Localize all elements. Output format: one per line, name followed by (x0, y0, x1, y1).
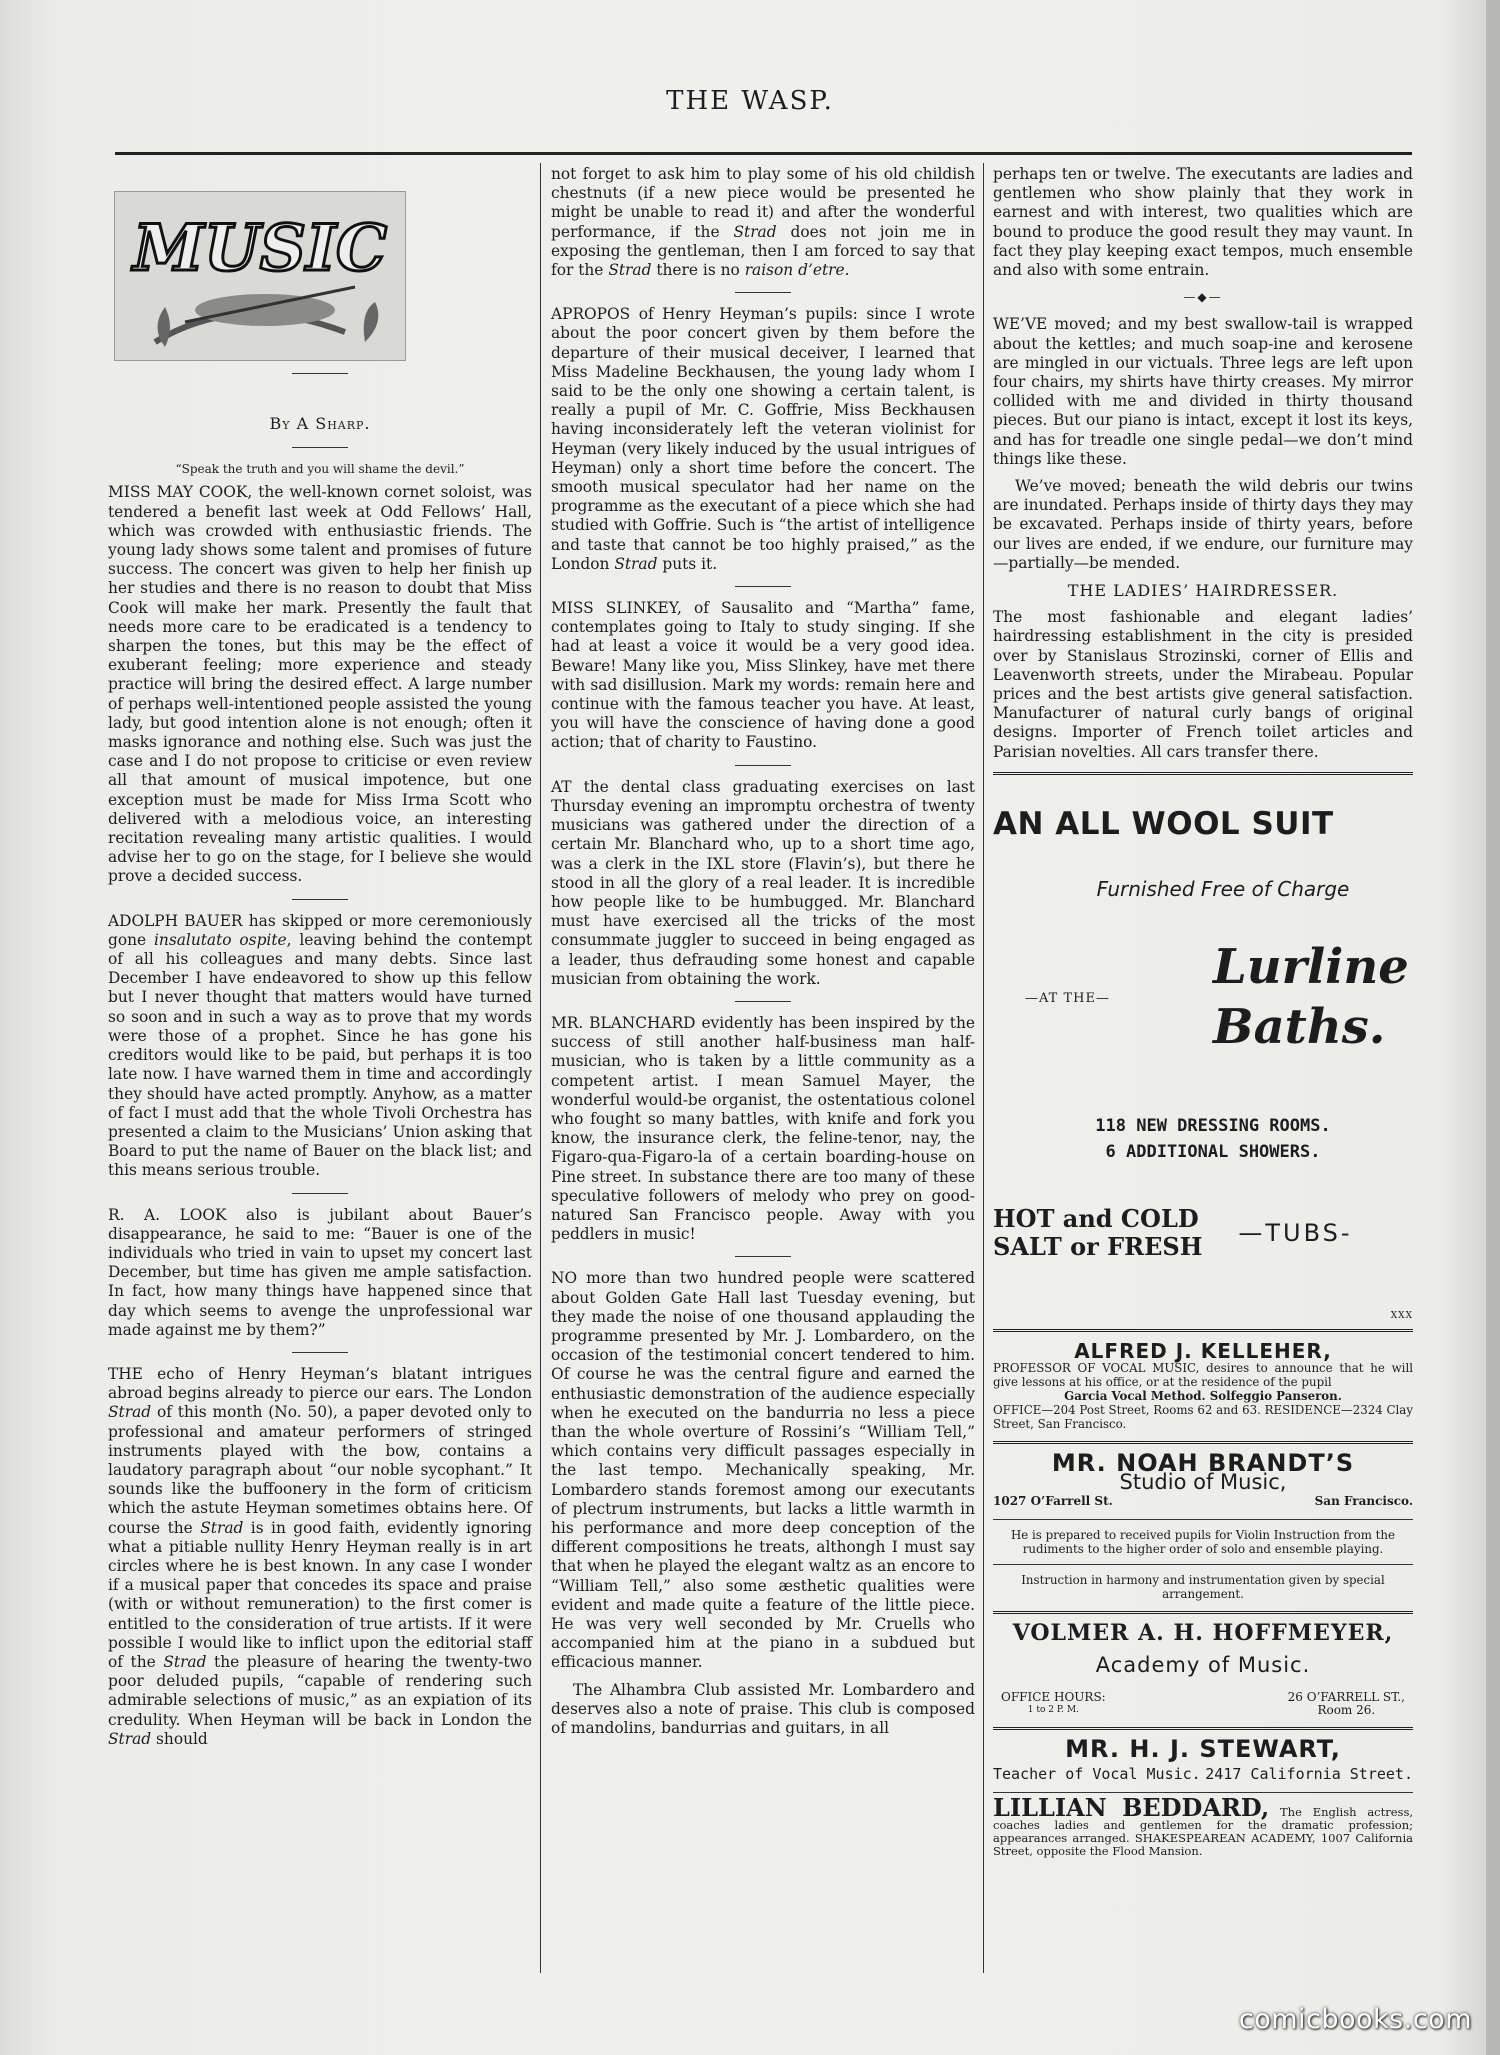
brandt-text: He is prepared to received pupils for Violin Instruction from the rudiments to the higher order of solo and ensemble playing. (1010, 1528, 1395, 1557)
column-divider (983, 163, 984, 1973)
poem-paragraph: We’ve moved; beneath the wild debris our twins are inundated. Perhaps inside of thirty days they may be excavated. Perhaps inside of thirty years, before our lives are ended, if we endure, our furniture may—partially—be mended. (993, 477, 1413, 572)
text-run: the pleasure of hearing the twenty-two poor deluded pupils, “capable of rendering such admirable selections of music,” as an expiation of its credulity. When Heyman will be back in London the (108, 1652, 533, 1729)
italic-run: Strad (108, 1403, 152, 1422)
article-paragraph: MISS MAY COOK, the well-known cornet soloist, was tendered a benefit last week at Odd Fellows’ Hall, which was crowded with enthusiastic friends. The young lady shows some talent and promises of future success. The concert was given to help her finish up her studies and there is no reason to doubt that Miss Cook will make her mark. Presently the fault that needs more care to be eradicated is a tendency to sharpen the tones, but this may be the effect of exuberant feeling; more experience and steady practice will bring the desired effect. A large number of perhaps well-intentioned people assisted the young lady, but good intention alone is not enough; often it masks ignorance and nothing else. Such was just the case and I do not propose to criticise or even review all that amount of musical impotence, but one exception must be made for Miss Irma Scott who delivered with a melodious voice, an interesting recitation revealing many artistic qualities. I would advise her to go on the stage, for I believe she would prove a decided success. (108, 483, 532, 886)
article-paragraph: perhaps ten or twelve. The executants are ladies and gentlemen who show plainly that they work in earnest and with interest, two qualities which are bound to produce the good result they may vaunt. In fact they play keeping exact tempos, much ensemble and also with some entrain. (993, 165, 1413, 280)
text-run: , leaving behind the contempt of all his colleagues and many debts. Since last December I have endeavored to show up this fellow but I never thought that matters would have turned so soon and in such a way as to prove that my words were those of a prophet. Since he has gone his creditors would like to be paid, but perhaps it is too late now. I have warned them in time and accordingly they should have acted promptly. Anyhow, as a matter of fact I must add that the whole Tivoli Orchestra has presented a claim to the Musicians’ Union asking that Board to put the name of Bauer on the black list; and this means serious trouble. (108, 930, 532, 1180)
separator-rule (735, 765, 791, 766)
italic-run: Strad (614, 554, 658, 573)
italic-run: Strad (108, 1729, 152, 1748)
article-paragraph (108, 1365, 532, 1749)
column-2 (551, 165, 975, 1746)
hoffmeyer-room: Room 26. (1317, 1702, 1376, 1717)
separator-rule (292, 1352, 348, 1353)
text-run: ADOLPH BAUER has skipped or more ceremoniously gone (108, 911, 532, 949)
page-spine-shadow (1486, 0, 1500, 2055)
separator-rule (735, 586, 791, 587)
lurline-block (993, 937, 1413, 1077)
separator-rule (292, 1193, 348, 1194)
watermark: comicbooks.com (1238, 2004, 1472, 2035)
hoffmeyer-name: VOLMER A. H. HOFFMEYER, (1012, 1620, 1394, 1647)
hairdresser-heading: THE LADIES’ HAIRDRESSER. (1067, 581, 1339, 601)
beddard-name: LILLIAN BEDDARD, (993, 1793, 1270, 1823)
stewart-ad (993, 1734, 1413, 1784)
article-paragraph: The Alhambra Club assisted Mr. Lombardero and deserves also a note of praise. This club is composed of mandolins, bandurrias and guitars, in all (551, 1680, 975, 1738)
running-head: THE WASP. (666, 86, 834, 116)
tubs-types (993, 1205, 1202, 1261)
motto: “Speak the truth and you will shame the devil.” (175, 462, 465, 477)
article-paragraph: R. A. LOOK also is jubilant about Bauer’s disappearance, he said to me: “Bauer is one of the individuals who tried in vain to upset my concert last December, but time has given me ample satisfaction. In fact, how many things have happened since that day which seems to avenge the unprofessional war made against me by them?” (108, 1205, 532, 1339)
hoffmeyer-address-block (1288, 1691, 1405, 1717)
separator-rule (735, 1001, 791, 1002)
text-run: puts it. (657, 554, 718, 573)
byline: By A Sharp. (269, 414, 371, 433)
hoffmeyer-address: 26 O’FARRELL ST., (1287, 1689, 1405, 1704)
column-divider (540, 163, 541, 1973)
ad-divider (993, 1611, 1413, 1614)
italic-run: raison d’etre (744, 261, 845, 280)
dressing-rooms-line: 118 NEW DRESSING ROOMS. (1095, 1116, 1331, 1137)
bath-info (1013, 1113, 1413, 1165)
hoffmeyer-academy: Academy of Music. (1095, 1652, 1311, 1677)
brandt-address-row (993, 1492, 1413, 1511)
hairdresser-paragraph: The most fashionable and elegant ladies’ hairdressing establishment in the city is presided over by Stanislaus Strozinski, corner of Ellis and Leavenworth streets, under the Mirabeau. Popular prices and the best artists give general satisfaction. Manufacturer of natural curly bangs of original designs. Importer of French toilet articles and Parisian novelties. All cars transfer there. (993, 608, 1413, 761)
article-paragraph: MR. BLANCHARD evidently has been inspired by the success of still another half-business man half-musician, who is taken by a little community as a competent artist. I mean Samuel Mayer, the wonderful would-be organist, the ostentatious colonel who fought so many battles, with knife and fork you know, the insurance clerk, the feline-tenor, nay, the Figaro-qua-Figaro-la of a certain boarding-house on Pine street. In substance there are too many of these speculative followers of melody who prey on good-natured San Francisco people. Away with you peddlers in music! (551, 1013, 975, 1244)
brandt-studio: Studio of Music, (1119, 1469, 1287, 1494)
tubs-label: —TUBS- (1238, 1218, 1353, 1247)
text-run: should (151, 1729, 208, 1748)
hoffmeyer-ad (993, 1620, 1413, 1717)
top-rule (115, 152, 1412, 155)
stewart-row (993, 1765, 1413, 1784)
text-run: of this month (No. 50), a paper devoted only to professional and amateur performers of stringed instruments played with the bow, contains a laudatory paragraph about “our noble sycophant.” It sounds like the buffoonery in the form of criticism which the astute Heyman sometimes obtains here. Of course the (108, 1403, 532, 1537)
separator-rule (292, 447, 348, 448)
text-run: not forget to ask him to play some of his old childish chestnuts (if a new piece would be presented he might be unable to read it) and after the wonderful performance, if the (551, 165, 975, 241)
hot-cold-line: HOT and COLD (993, 1204, 1199, 1234)
text-run: is in good faith, evidently ignoring what a pitiable nullity Henry Heyman really is in art circles where he is best known. In any case I wonder if a musical paper that concedes its space and praise (with or without remuneration) to the first comer is entitled to the consideration of true artists. If it were possible I would like to inflict upon the editorial staff of the (108, 1518, 532, 1671)
beddard-ad (993, 1793, 1413, 1859)
column-1 (108, 165, 532, 1757)
ad-divider (993, 1727, 1413, 1730)
hoffmeyer-hours-block (1001, 1691, 1106, 1717)
stewart-address: 2417 California Street. (1205, 1764, 1413, 1783)
stewart-name: MR. H. J. STEWART, (1065, 1734, 1341, 1763)
music-heading-illustration (114, 191, 406, 361)
lurline-baths-ad (993, 805, 1413, 1327)
stewart-teacher: Teacher of Vocal Music. (993, 1764, 1201, 1783)
music-illustration-svg (115, 192, 405, 360)
italic-run: insalutato ospite (154, 930, 287, 949)
xxx-mark: XXX (1390, 1311, 1413, 1322)
wool-suit-title: AN ALL WOOL SUIT (993, 805, 1334, 842)
beddard-text: The English actress, coaches ladies and gentlemen for the dramatic profession; appearances arranged. SHAKESPEAREAN ACADEMY, 1007 California Street, opposite the Flood Mansion. (993, 1805, 1413, 1859)
hoffmeyer-hours-label: OFFICE HOURS: (1001, 1689, 1106, 1704)
hoffmeyer-hours: 1 to 2 P. M. (1027, 1704, 1079, 1715)
text-run: THE echo of Henry Heyman’s blatant intrigues abroad begins already to pierce our ears. The London (108, 1364, 532, 1403)
separator-rule (735, 292, 791, 293)
text-run: APROPOS of Henry Heyman’s pupils: since I wrote about the poor concert given by them before the departure of their musical deceiver, I learned that Miss Madeline Beckhausen, the young lady whom I said to be the only one showing a certain talent, is really a pupil of Mr. C. Goffrie, Miss Beckhausen having inconsiderately left the veteran violinist for Heyman (very likely induced by the usual intrigues of Heyman) only a short time before the concert. The smooth musical speculator had her name on the programme as the executant of a piece which she had studied with Goffrie. Such is “the artist of intelligence and taste that cannot be too highly praised,” as the London (551, 305, 975, 573)
brandt-harmony: Instruction in harmony and instrumentation given by special arrangement. (1021, 1573, 1385, 1602)
thin-rule (993, 1519, 1413, 1520)
violin-body (195, 294, 335, 326)
at-the-label: —AT THE— (1025, 991, 1110, 1007)
wool-suit-subtitle: Furnished Free of Charge (1096, 877, 1350, 902)
separator-rule (292, 373, 348, 374)
ornament-separator: —◆— (1183, 290, 1223, 305)
showers-line: 6 ADDITIONAL SHOWERS. (1105, 1142, 1321, 1163)
tubs-row (993, 1205, 1413, 1261)
text-run: there is no (651, 261, 745, 280)
kelleher-text: PROFESSOR OF VOCAL MUSIC, desires to announce that he will give lessons at his office, or at the residence of the pupil (993, 1360, 1413, 1389)
brandt-address: 1027 O’Farrell St. (993, 1494, 1113, 1509)
brandt-ad (993, 1448, 1413, 1602)
brandt-city: San Francisco. (1314, 1494, 1413, 1509)
lurline-name (1213, 937, 1409, 1057)
kelleher-method: Garcia Vocal Method. Solfeggio Panseron. (1064, 1388, 1342, 1403)
article-paragraph (551, 305, 975, 574)
brandt-name: MR. NOAH BRANDT’S (1051, 1448, 1355, 1477)
column-3 (993, 165, 1413, 1858)
italic-run: Strad (163, 1652, 207, 1671)
ad-divider (993, 772, 1413, 775)
kelleher-name: ALFRED J. KELLEHER, (1074, 1338, 1332, 1363)
article-paragraph: NO more than two hundred people were scattered about Golden Gate Hall last Tuesday evening, but they made the noise of one thousand applauding the programme presented by Mr. J. Lombardero, on the occasion of the testimonial concert tendered to him. Of course he was the central figure and earned the enthusiastic demonstration of the audience especially when he executed on the bandurria no less a piece than the whole overture of Rossini’s “William Tell,” which contains very difficult passages especially in the last tempo. Mechanically speaking, Mr. Lombardero stands foremost among our executants of plectrum instruments, but lacks a little warmth in his performance and more deep conception of the different compositions he treats, althongh I must say that when he played the elegant waltz as an encore to “William Tell,” also some æsthetic qualities were evident and made quite a feature of the little piece. He was very well seconded by Mr. Cruells who accompanied him at the piano in a subdued but efficacious manner. (551, 1269, 975, 1672)
kelleher-office: OFFICE—204 Post Street, Rooms 62 and 63. RESIDENCE—2324 Clay Street, San Francisco. (993, 1402, 1413, 1431)
italic-run: Strad (200, 1518, 244, 1537)
thin-rule (993, 1564, 1413, 1565)
separator-rule (735, 1256, 791, 1257)
salt-fresh-line: SALT or FRESH (993, 1232, 1203, 1262)
poem-paragraph: WE’VE moved; and my best swallow-tail is wrapped about the kettles; and much soap-ine and kerosene are mingled in our victuals. Three legs are left upon four chairs, my shirts have thirty creases. My mirror collided with me and divided in thirty thousand pieces. But our piano is intact, except it lost its keys, and has for treadle one single pedal—we don’t mind things like these. (993, 315, 1413, 468)
lurline-line-1: Lurline (1213, 939, 1409, 996)
text-run: does not join me in exposing the gentleman, then I am forced to say that for the (551, 222, 975, 280)
ad-divider (993, 1441, 1413, 1444)
hoffmeyer-details (993, 1691, 1413, 1717)
ad-divider (993, 1329, 1413, 1332)
article-paragraph (108, 912, 532, 1181)
italic-run: Strad (608, 261, 652, 280)
lurline-line-2: Baths. (1213, 999, 1386, 1056)
separator-rule (292, 899, 348, 900)
article-paragraph: MISS SLINKEY, of Sausalito and “Martha” fame, contemplates going to Italy to study singing. If she had at least a voice it would be a very good idea. Beware! Many like you, Miss Slinkey, have met there with sad disillusion. Mark my words: remain here and continue with the famous teacher you have. At least, you will have the conscience of having done a good action; that of charity to Faustino. (551, 599, 975, 752)
italic-run: Strad (733, 222, 777, 241)
text-run: . (844, 261, 850, 280)
kelleher-ad (993, 1338, 1413, 1431)
article-paragraph (551, 165, 975, 280)
music-heading-text: MUSIC (133, 211, 387, 286)
article-paragraph: AT the dental class graduating exercises on last Thursday evening an impromptu orchestra of twenty musicians was gathered under the direction of a certain Mr. Blanchard who, up to a short time ago, was a clerk in the IXL store (Flavin’s), but there he stood in all the glory of a real leader. It is incredible how people like to be humbugged. Mr. Blanchard must have exercised all the tricks of the most consummate juggler to succeed in being engaged as a leader, thus defrauding some honest and capable musician from obtaining the work. (551, 777, 975, 988)
